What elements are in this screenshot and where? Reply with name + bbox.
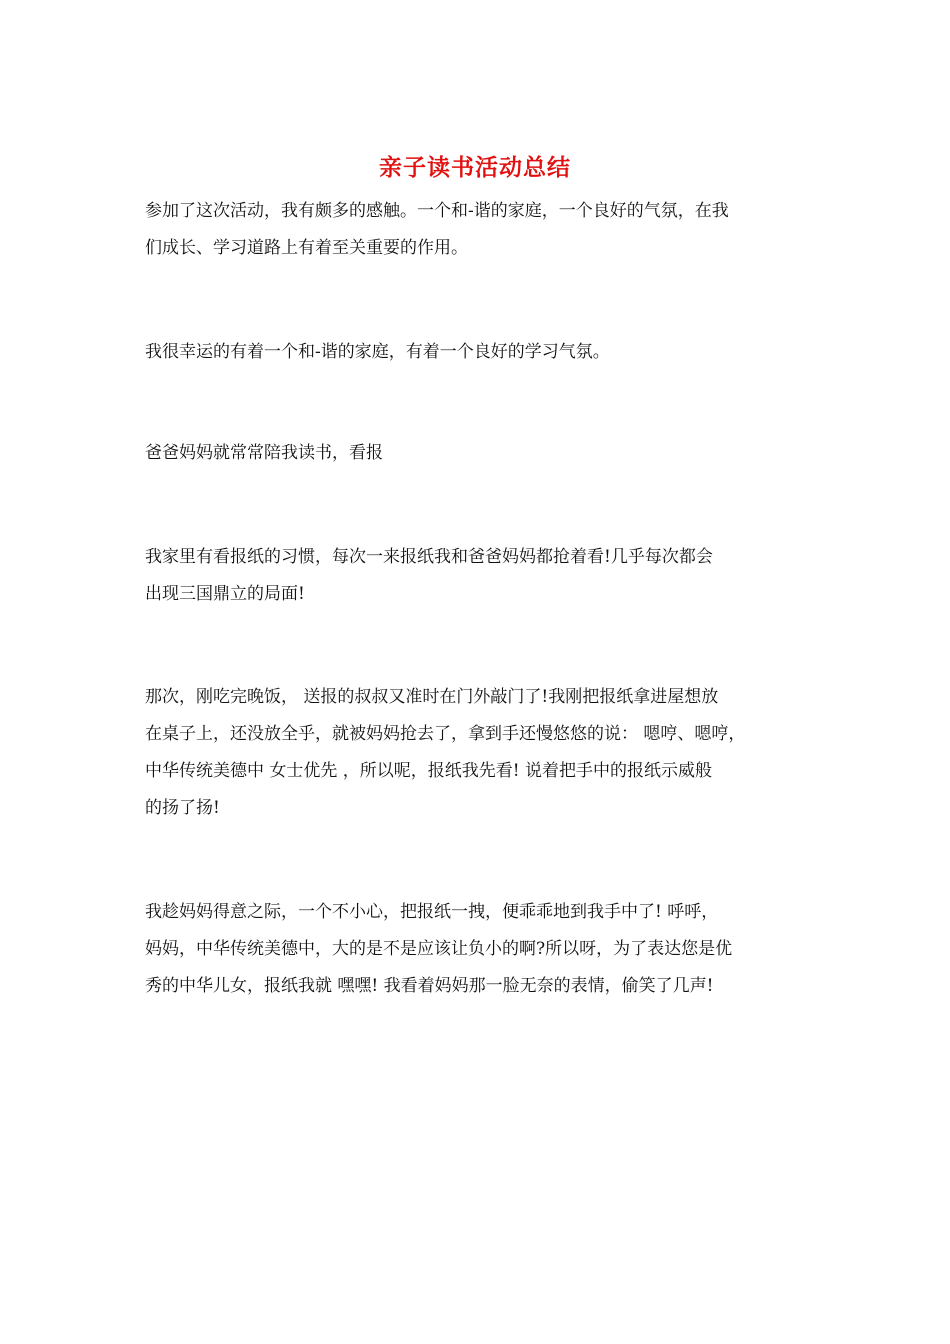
paragraph-line: 那次，刚吃完晚饭， 送报的叔叔又准时在门外敲门了!我刚把报纸拿进屋想放 <box>145 687 719 707</box>
paragraph-line: 参加了这次活动，我有颇多的感触。一个和-谐的家庭，一个良好的气氛，在我 <box>145 201 729 221</box>
paragraph-line: 的扬了扬! <box>145 798 220 818</box>
paragraph-line: 们成长、学习道路上有着至关重要的作用。 <box>145 238 468 258</box>
document-title: 亲子读书活动总结 <box>379 154 571 181</box>
paragraph-4 <box>145 539 825 613</box>
paragraph-line: 爸爸妈妈就常常陪我读书，看报 <box>145 443 383 463</box>
paragraph-3 <box>145 435 825 472</box>
paragraph-line: 出现三国鼎立的局面! <box>145 584 305 604</box>
paragraph-line: 我趁妈妈得意之际，一个不小心，把报纸一拽，便乖乖地到我手中了! 呼呼， <box>145 902 719 922</box>
paragraph-line: 秀的中华儿女，报纸我就 嘿嘿! 我看着妈妈那一脸无奈的表情，偷笑了几声! <box>145 976 714 996</box>
paragraph-line: 中华传统美德中 女士优先 ，所以呢，报纸我先看! 说着把手中的报纸示威般 <box>145 761 713 781</box>
paragraph-2 <box>145 334 825 371</box>
paragraph-line: 我很幸运的有着一个和-谐的家庭，有着一个良好的学习气氛。 <box>145 342 610 362</box>
paragraph-line: 妈妈，中华传统美德中，大的是不是应该让负小的啊?所以呀，为了表达您是优 <box>145 939 733 959</box>
paragraph-6 <box>145 894 825 1005</box>
paragraph-line: 我家里有看报纸的习惯，每次一来报纸我和爸爸妈妈都抢着看!几乎每次都会 <box>145 547 713 567</box>
paragraph-5 <box>145 679 825 827</box>
paragraph-1 <box>145 193 825 267</box>
paragraph-line: 在桌子上，还没放全乎，就被妈妈抢去了，拿到手还慢悠悠的说： 嗯哼、嗯哼， <box>145 724 746 744</box>
